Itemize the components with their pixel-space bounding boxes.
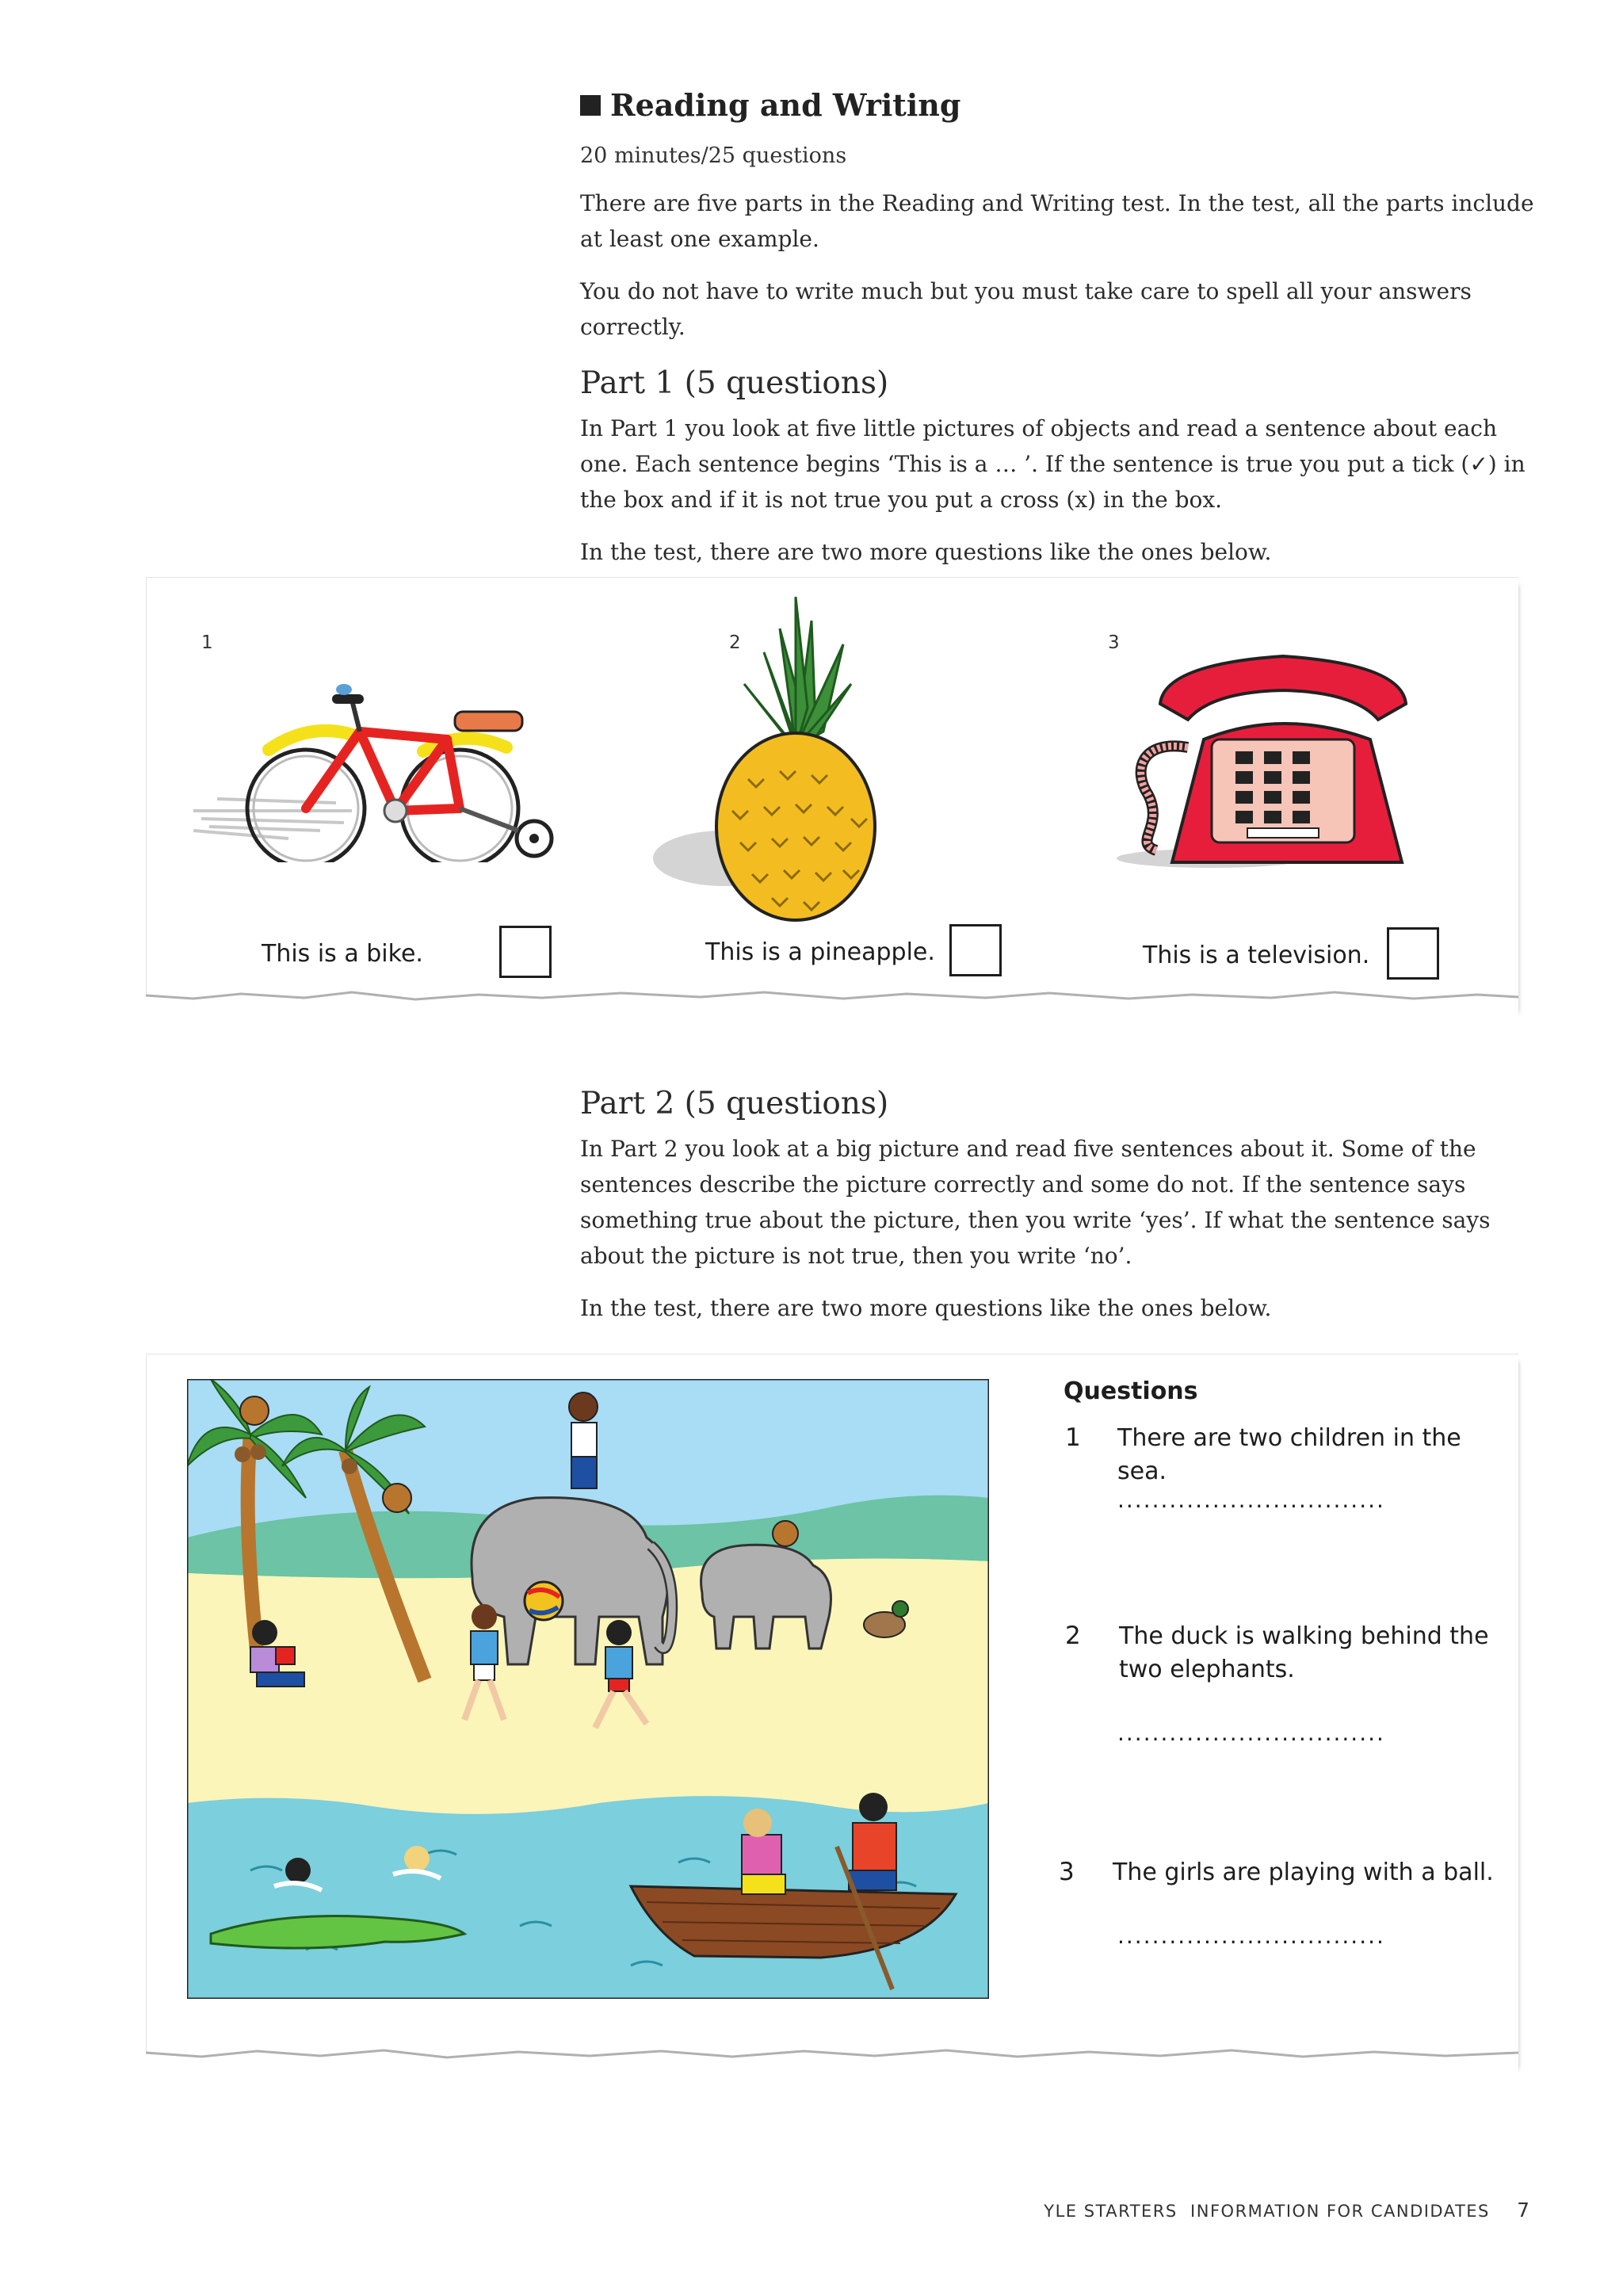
part1-note: In the test, there are two more questions like the ones below. — [580, 539, 1272, 565]
question-number-2: 2 — [1065, 1622, 1081, 1650]
part1-paragraph: In Part 1 you look at five little pictures of objects and read a sentence about each one. Each sentence begins ‘This is a … ’. If the sentence is true you put a tick (✓) in the box and if it is not true you put a cross (x) in the box. — [580, 415, 1526, 513]
item-1-sentence: This is a bike. — [262, 940, 423, 968]
part2-example-panel — [146, 1354, 1518, 2065]
question-2-answer-line[interactable]: ............................... — [1117, 1720, 1385, 1746]
questions-heading: Questions — [1064, 1377, 1198, 1405]
part2-paragraph: In Part 2 you look at a big picture and read five sentences about it. Some of the sentences describe the picture correctly and some do not. If the sentence says something true about the picture, then you write ‘yes’. If what the sentence says about the picture is not true, then you write ‘no’. — [580, 1136, 1491, 1269]
page-number: 7 — [1517, 2199, 1529, 2222]
section-title — [580, 87, 1539, 123]
beach-scene-picture — [187, 1379, 989, 1999]
item-number-2: 2 — [729, 632, 741, 653]
bike-picture — [193, 672, 574, 862]
item-3-sentence: This is a television. — [1143, 942, 1370, 969]
question-number-3: 3 — [1059, 1858, 1075, 1886]
intro-paragraph-2: You do not have to write much but you must take care to spell all your answers correctly. — [580, 278, 1472, 340]
part2-title: Part 2 (5 questions) — [580, 1086, 889, 1121]
intro-paragraph-1: There are five parts in the Reading and Writing test. In the test, all the parts include at least one example. — [580, 190, 1534, 252]
section-duration: 20 minutes/25 questions — [580, 143, 847, 168]
question-3-text: The girls are playing with a ball. — [1113, 1859, 1494, 1886]
reading-writing-section — [580, 87, 1539, 570]
item-2-answer-box[interactable] — [949, 924, 1002, 976]
pineapple-picture — [653, 597, 915, 922]
telephone-picture — [1117, 636, 1449, 874]
section-title-text: Reading and Writing — [610, 87, 961, 123]
item-1-answer-box[interactable] — [499, 926, 552, 978]
item-2-sentence: This is a pineapple. — [705, 938, 935, 966]
question-1-text: There are two children in the sea. — [1117, 1424, 1461, 1485]
item-3-answer-box[interactable] — [1387, 927, 1439, 980]
part2-note: In the test, there are two more questions like the ones below. — [580, 1295, 1272, 1321]
page-footer — [1044, 2199, 1529, 2222]
question-2-text: The duck is walking behind the two elephants. — [1119, 1622, 1489, 1683]
question-3-answer-line[interactable]: ............................... — [1117, 1923, 1385, 1949]
footer-label: YLE STARTERS INFORMATION FOR CANDIDATES — [1044, 2202, 1490, 2221]
part1-title: Part 1 (5 questions) — [580, 365, 889, 401]
question-number-1: 1 — [1065, 1423, 1081, 1452]
item-number-3: 3 — [1108, 632, 1120, 653]
question-1-answer-line[interactable]: ............................... — [1117, 1487, 1385, 1513]
square-bullet-icon — [580, 95, 601, 116]
part2-section — [580, 1086, 1539, 1326]
item-number-1: 1 — [201, 632, 213, 653]
part1-example-panel — [146, 577, 1518, 1009]
